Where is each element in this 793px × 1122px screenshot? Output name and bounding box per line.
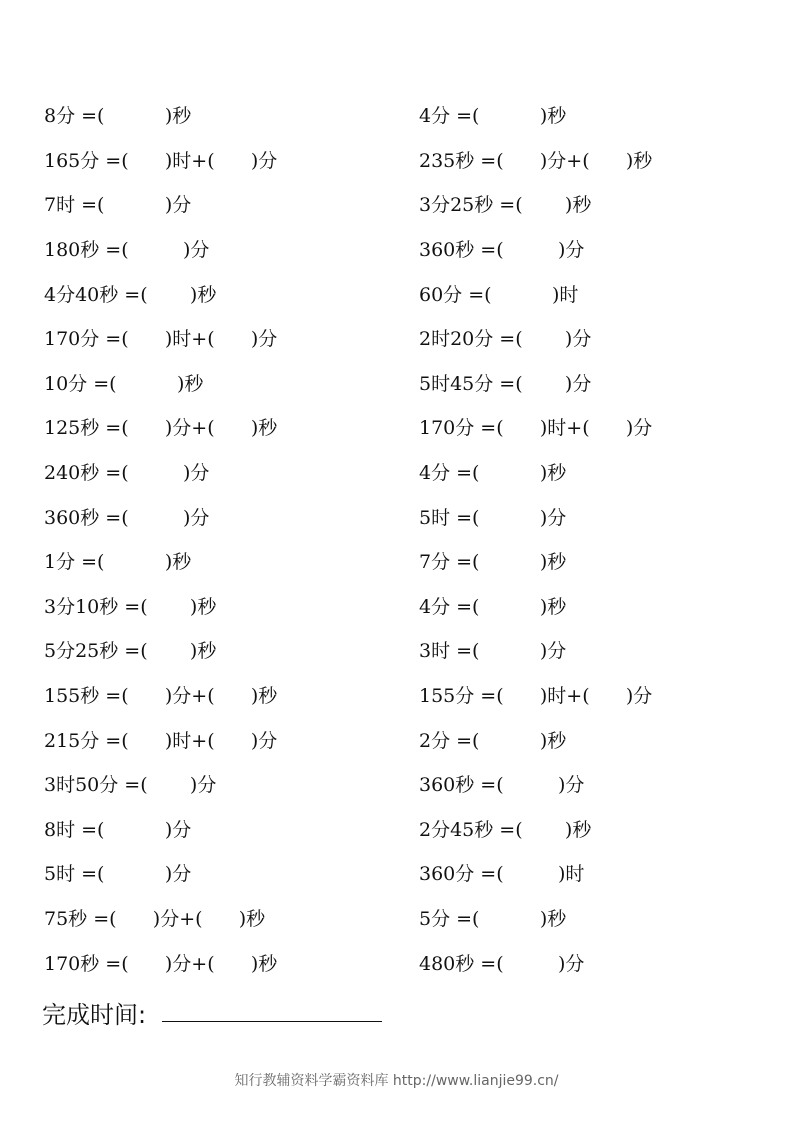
- problem-text: 4分 =( )秒: [419, 595, 567, 618]
- conversion-problem: [44, 139, 404, 184]
- conversion-problem: [419, 317, 779, 362]
- problem-text: 360秒 =( )分: [419, 239, 585, 262]
- problem-text: 155秒 =( )分+( )秒: [44, 685, 278, 708]
- problem-text: 480秒 =( )分: [419, 952, 585, 975]
- problem-text: 360分 =( )时: [419, 863, 585, 886]
- problem-text: 8分 =( )秒: [44, 105, 192, 128]
- conversion-problem: [44, 228, 404, 273]
- problem-text: 1分 =( )秒: [44, 551, 192, 574]
- conversion-problem: [419, 495, 779, 540]
- conversion-problem: [419, 362, 779, 407]
- problem-text: 75秒 =( )分+( )秒: [44, 907, 266, 930]
- problem-text: 170秒 =( )分+( )秒: [44, 952, 278, 975]
- problem-text: 4分 =( )秒: [419, 105, 567, 128]
- problem-text: 360秒 =( )分: [419, 774, 585, 797]
- conversion-problem: [419, 629, 779, 674]
- conversion-problem: [419, 852, 779, 897]
- conversion-problem: [419, 897, 779, 942]
- problem-text: 5时 =( )分: [419, 506, 567, 529]
- problem-text: 2时20分 =( )分: [419, 328, 592, 351]
- problem-text: 7分 =( )秒: [419, 551, 567, 574]
- conversion-problem: [419, 808, 779, 853]
- conversion-problem: [419, 941, 779, 986]
- conversion-problem: [44, 808, 404, 853]
- problem-text: 4分40秒 =( )秒: [44, 283, 217, 306]
- conversion-problem: [44, 897, 404, 942]
- problem-text: 180秒 =( )分: [44, 239, 210, 262]
- problem-text: 3时50分 =( )分: [44, 774, 217, 797]
- conversion-problem: [44, 763, 404, 808]
- conversion-problem: [44, 540, 404, 585]
- conversion-problem: [44, 718, 404, 763]
- problem-text: 5分 =( )秒: [419, 907, 567, 930]
- problem-text: 5时 =( )分: [44, 863, 192, 886]
- problem-text: 4分 =( )秒: [419, 462, 567, 485]
- problem-text: 125秒 =( )分+( )秒: [44, 417, 278, 440]
- conversion-problem: [44, 272, 404, 317]
- conversion-problem: [44, 585, 404, 630]
- conversion-problem: [419, 674, 779, 719]
- conversion-problem: [419, 585, 779, 630]
- conversion-problem: [419, 228, 779, 273]
- problem-text: 170分 =( )时+( )分: [44, 328, 278, 351]
- problem-text: 215分 =( )时+( )分: [44, 729, 278, 752]
- conversion-problem: [419, 718, 779, 763]
- conversion-problem: [419, 94, 779, 139]
- conversion-problem: [44, 94, 404, 139]
- problem-text: 170分 =( )时+( )分: [419, 417, 653, 440]
- conversion-problem: [44, 629, 404, 674]
- completion-time-label: 完成时间:: [42, 1001, 147, 1029]
- conversion-problem: [44, 495, 404, 540]
- problem-text: 3分10秒 =( )秒: [44, 595, 217, 618]
- conversion-problem: [419, 406, 779, 451]
- problem-text: 5分25秒 =( )秒: [44, 640, 217, 663]
- problem-text: 3时 =( )分: [419, 640, 567, 663]
- problem-text: 2分45秒 =( )秒: [419, 818, 592, 841]
- conversion-problem: [419, 540, 779, 585]
- problem-text: 360秒 =( )分: [44, 506, 210, 529]
- problem-text: 165分 =( )时+( )分: [44, 149, 278, 172]
- conversion-problem: [44, 674, 404, 719]
- conversion-problem: [44, 852, 404, 897]
- conversion-problem: [44, 183, 404, 228]
- problem-text: 3分25秒 =( )秒: [419, 194, 592, 217]
- problem-text: 2分 =( )秒: [419, 729, 567, 752]
- problem-text: 5时45分 =( )分: [419, 372, 592, 395]
- conversion-problem: [44, 317, 404, 362]
- problem-text: 235秒 =( )分+( )秒: [419, 149, 653, 172]
- problem-text: 60分 =( )时: [419, 283, 579, 306]
- problem-text: 7时 =( )分: [44, 194, 192, 217]
- problem-text: 10分 =( )秒: [44, 372, 204, 395]
- conversion-problem: [419, 451, 779, 496]
- conversion-problem: [44, 362, 404, 407]
- conversion-problem: [419, 183, 779, 228]
- problem-text: 240秒 =( )分: [44, 462, 210, 485]
- problem-text: 8时 =( )分: [44, 818, 192, 841]
- right-problem-column: [419, 94, 779, 986]
- problem-text: 155分 =( )时+( )分: [419, 685, 653, 708]
- left-problem-column: [44, 94, 404, 986]
- conversion-problem: [44, 451, 404, 496]
- conversion-problem: [419, 139, 779, 184]
- conversion-problem: [44, 406, 404, 451]
- conversion-problem: [419, 763, 779, 808]
- completion-time-blank: [162, 1021, 382, 1022]
- site-watermark: 知行教辅资料学霸资料库 http://www.lianjie99.cn/: [234, 1073, 559, 1089]
- conversion-problem: [44, 941, 404, 986]
- conversion-problem: [419, 272, 779, 317]
